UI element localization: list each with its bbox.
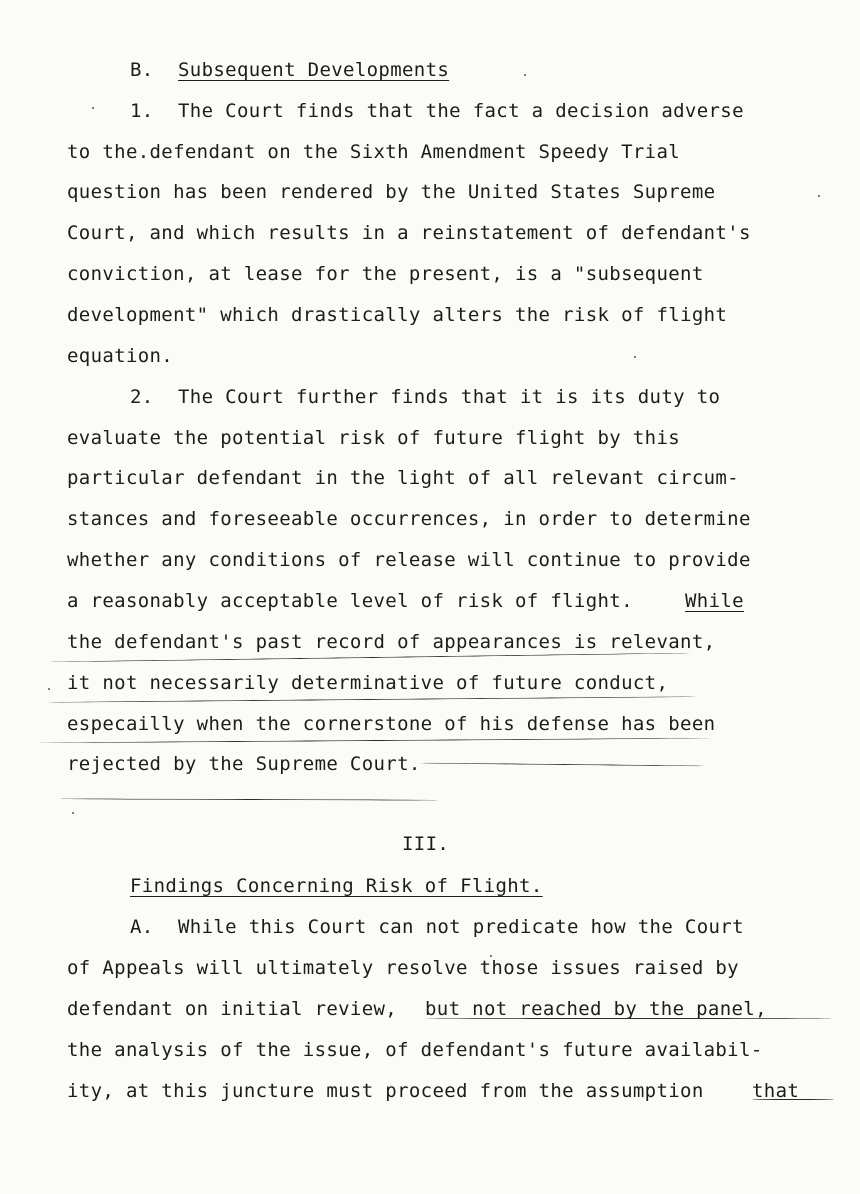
scan-speck (490, 955, 492, 957)
handwritten-underline (50, 653, 690, 663)
para2-underlined-start: While (685, 590, 744, 612)
handwritten-underline (420, 763, 705, 767)
handwritten-underline (425, 1018, 833, 1019)
section-b-heading: Subsequent Developments (178, 59, 450, 81)
para-a-line: defendant on initial review, (67, 998, 398, 1020)
scan-speck (634, 356, 636, 358)
handwritten-underline (60, 798, 438, 800)
para1-line: The Court finds that the fact a decision adverse (178, 100, 744, 122)
para-a-label: A. (130, 916, 154, 938)
para-a-line: ity, at this juncture must proceed from the assumption (67, 1080, 704, 1102)
para1-line: Court, and which results in a reinstatement of defendant's (67, 222, 751, 244)
para1-number: 1. (130, 100, 154, 122)
section-b-label: B. (130, 59, 154, 81)
handwritten-underline (40, 738, 710, 744)
para1-line: development" which drastically alters the risk of flight (67, 304, 728, 326)
para2-line: particular defendant in the light of all relevant circum- (67, 467, 739, 489)
scan-speck (48, 688, 50, 690)
section-iii-heading: Findings Concerning Risk of Flight. (130, 875, 543, 897)
para-a-line: While this Court can not predicate how the Court (178, 916, 744, 938)
para2-underlined-line: rejected by the Supreme Court. (67, 753, 421, 775)
para-a-line: of Appeals will ultimately resolve those issues raised by (67, 957, 739, 979)
para2-underlined-line: it not necessarily determinative of future conduct, (67, 672, 669, 694)
para2-line: whether any conditions of release will continue to provide (67, 549, 751, 571)
para1-line: question has been rendered by the United States Supreme (67, 181, 716, 203)
para1-line: conviction, at lease for the present, is a "subsequent (67, 263, 704, 285)
section-iii-numeral: III. (402, 833, 450, 855)
scan-speck (818, 195, 820, 197)
para2-line: The Court further finds that it is its duty to (178, 386, 721, 408)
para1-line: equation. (67, 345, 174, 367)
para2-number: 2. (130, 386, 154, 408)
scan-speck (92, 107, 94, 109)
para2-line: a reasonably acceptable level of risk of flight. (67, 590, 633, 612)
para2-line: stances and foreseeable occurrences, in order to determine (67, 508, 751, 530)
scan-speck (524, 74, 526, 76)
scan-speck (72, 812, 74, 814)
para-a-line: the analysis of the issue, of defendant's future availabil- (67, 1039, 763, 1061)
para-a-underlined-phrase: but not reached by the panel, (425, 998, 767, 1020)
para2-line: evaluate the potential risk of future flight by this (67, 427, 681, 449)
para2-underlined-line: especailly when the cornerstone of his defense has been (67, 713, 716, 735)
handwritten-underline (48, 696, 696, 703)
para2-underlined-line: the defendant's past record of appearances is relevant, (67, 631, 716, 653)
handwritten-underline (752, 1099, 834, 1100)
para1-line: to the.defendant on the Sixth Amendment Speedy Trial (67, 141, 681, 163)
para-a-underlined-word: that (752, 1080, 800, 1102)
